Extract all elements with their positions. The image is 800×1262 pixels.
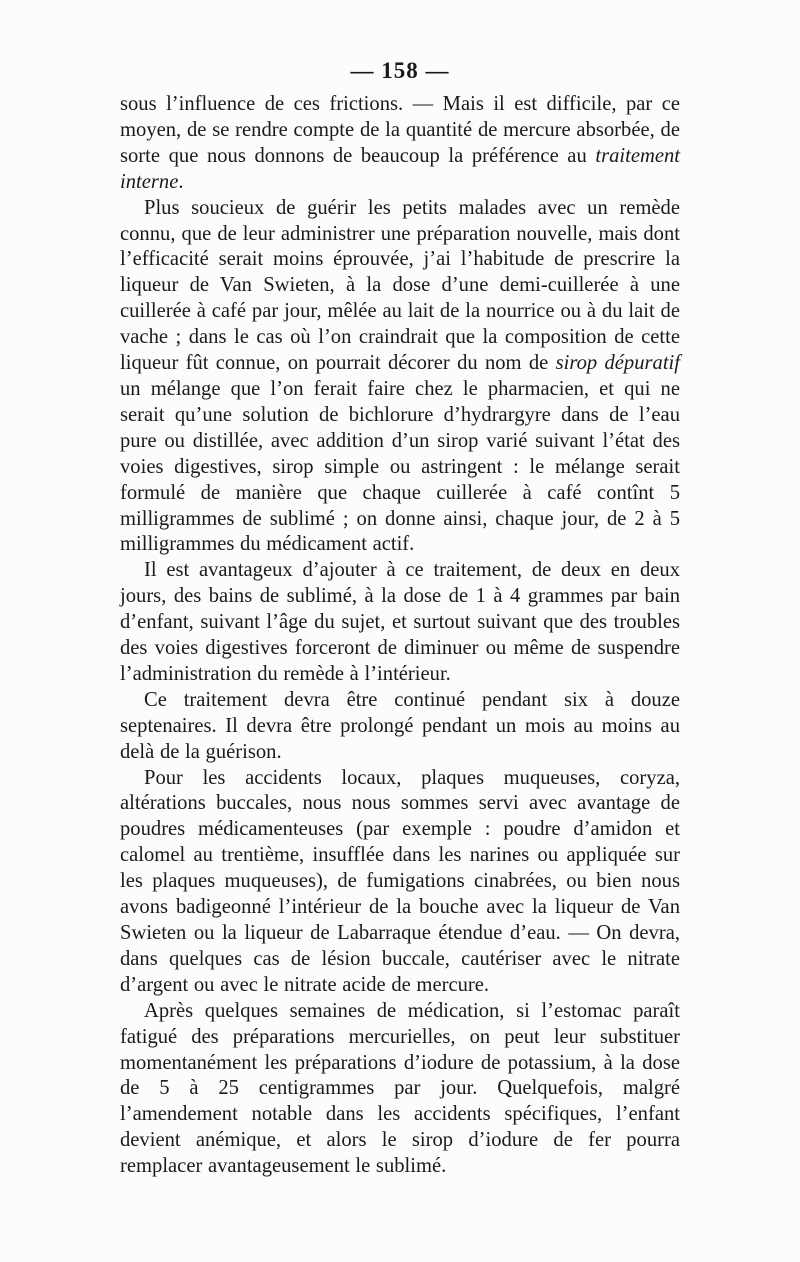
paragraph-3-text: Il est avantageux d’ajouter à ce traitement, de deux en deux jours, des bains de sublimé, à la dose de 1 à 4 grammes par bain d’enfant, suivant l’âge du sujet, et surtout suivant que des troubles des voies digestives forceront de diminuer ou même de suspendre l’administration du remède à l’intérieur. [120, 559, 680, 685]
paragraph-1 [120, 92, 680, 196]
paragraph-2-italic: sirop dépuratif [555, 352, 680, 375]
paragraph-2 [120, 196, 680, 559]
paragraph-2-end: un mélange que l’on ferait faire chez le pharmacien, et qui ne serait qu’une solution de bichlorure d’hydrargyre dans de l’eau pure ou distillée, avec addition d’un sirop varié suivant l’état des voies digestives, sirop simple ou astringent : le mélange serait formulé de manière que chaque cuillerée à café contînt 5 milligrammes de sublimé ; on donne ainsi, chaque jour, de 2 à 5 milligrammes du médicament actif. [120, 377, 680, 556]
paragraph-6-text: Après quelques semaines de médication, si l’estomac paraît fatigué des préparations mercurielles, on peut leur substituer momentanément les préparations d’iodure de potassium, à la dose de 5 à 25 centigrammes par jour. Quelquefois, malgré l’amendement notable dans les accidents spécifiques, l’enfant devient anémique, et alors le sirop d’iodure de fer pourra remplacer avantageusement le sublimé. [120, 999, 680, 1178]
paragraph-5 [120, 766, 680, 999]
paragraph-3 [120, 558, 680, 688]
page-number: — 158 — [350, 58, 450, 83]
paragraph-1-text: sous l’influence de ces frictions. — Mais il est difficile, par ce moyen, de se rendre compte de la quantité de mercure absorbée, de sorte que nous donnons de beaucoup la préférence au [120, 93, 680, 167]
paragraph-6 [120, 999, 680, 1180]
paragraph-5-text: Pour les accidents locaux, plaques muqueuses, coryza, altérations buccales, nous nous sommes servi avec avantage de poudres médicamenteuses (par exemple : poudre d’amidon et calomel au trentième, insufflée dans les narines ou appliquée sur les plaques muqueuses), de fumigations cinabrées, ou bien nous avons badigeonné l’intérieur de la bouche avec la liqueur de Van Swieten ou la liqueur de Labarraque étendue d’eau. — On devra, dans quelques cas de lésion buccale, cautériser avec le nitrate d’argent ou avec le nitrate acide de mercure. [120, 766, 680, 996]
paragraph-1-end: . [178, 170, 184, 193]
paragraph-2-text: Plus soucieux de guérir les petits malades avec un remède connu, que de leur administrer une préparation nouvelle, mais dont l’efficacité serait moins éprouvée, j’ai l’habitude de prescrire la liqueur de Van Swieten, à la dose d’une demi-cuillerée à une cuillerée à café par jour, mêlée au lait de la nourrice ou à du lait de vache ; dans le cas où l’on craindrait que la composition de cette liqueur fût connue, on pourrait décorer du nom de [120, 196, 680, 375]
paragraph-4 [120, 688, 680, 766]
paragraph-4-text: Ce traitement devra être continué pendant six à douze septenaires. Il devra être prolongé pendant un mois au moins au delà de la guérison. [120, 688, 680, 763]
paragraph-1-italic: traitement interne [120, 144, 680, 193]
body-text [120, 92, 680, 1180]
